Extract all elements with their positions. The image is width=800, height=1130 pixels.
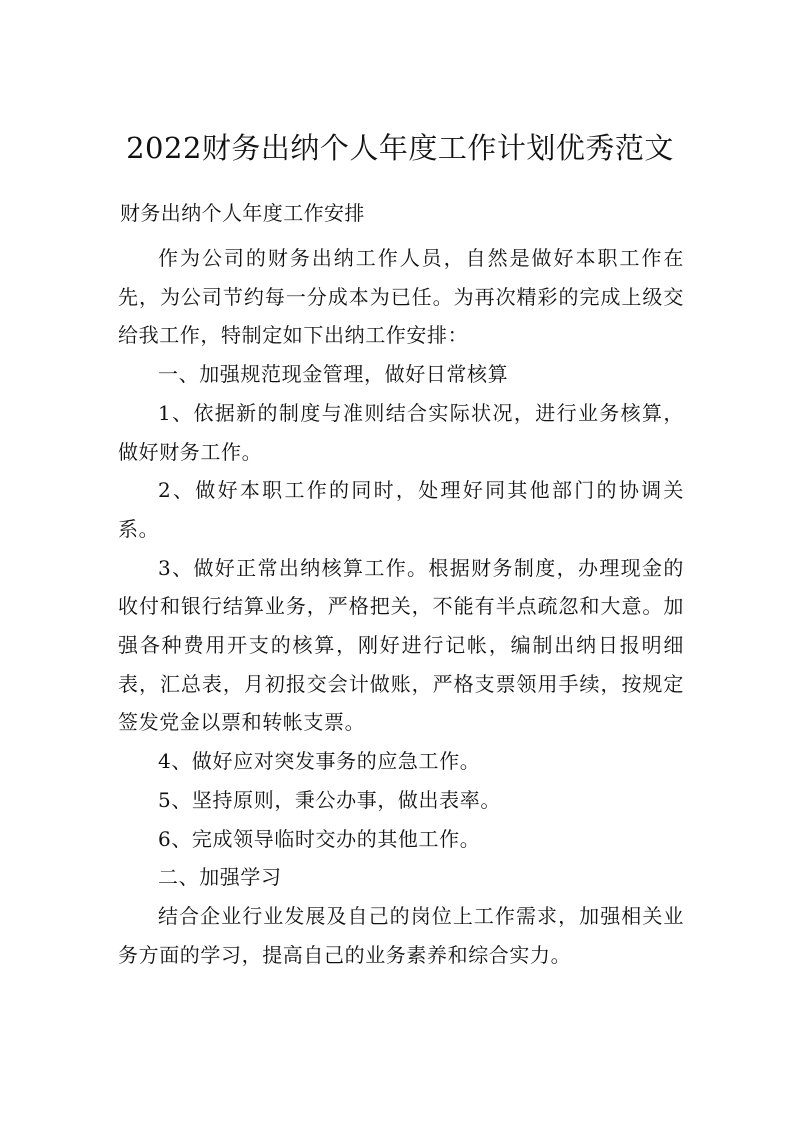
document-title: 2022财务出纳个人年度工作计划优秀范文 bbox=[126, 131, 674, 165]
paragraph-learning: 结合企业行业发展及自己的岗位上工作需求，加强相关业务方面的学习，提高自己的业务素养和综合实力。 bbox=[118, 903, 684, 967]
section-heading-2: 二、加强学习 bbox=[158, 865, 282, 890]
list-item-3: 3、做好正常出纳核算工作。根据财务制度，办理现金的收付和银行结算业务，严格把关，不能有半点疏忽和大意。加强各种费用开支的核算，刚好进行记帐，编制出纳日报明细表，汇总表，月初报交会计做账，严格支票领用手续，按规定签发党金以票和转帐支票。 bbox=[118, 555, 684, 735]
document-body bbox=[118, 239, 684, 974]
list-item-5: 5、坚持原则，秉公办事，做出表率。 bbox=[158, 787, 501, 812]
section-heading-1: 一、加强规范现金管理，做好日常核算 bbox=[158, 362, 509, 387]
list-item-1: 1、依据新的制度与准则结合实际状况，进行业务核算，做好财务工作。 bbox=[118, 400, 684, 464]
document-subtitle: 财务出纳个人年度工作安排 bbox=[120, 201, 365, 225]
list-item-6: 6、完成领导临时交办的其他工作。 bbox=[158, 826, 481, 851]
paragraph-intro: 作为公司的财务出纳工作人员，自然是做好本职工作在先，为公司节约每一分成本为已任。为再次精彩的完成上级交给我工作，特制定如下出纳工作安排： bbox=[118, 246, 684, 348]
list-item-2: 2、做好本职工作的同时，处理好同其他部门的协调关系。 bbox=[118, 478, 684, 541]
list-item-4: 4、做好应对突发事务的应急工作。 bbox=[158, 749, 481, 774]
